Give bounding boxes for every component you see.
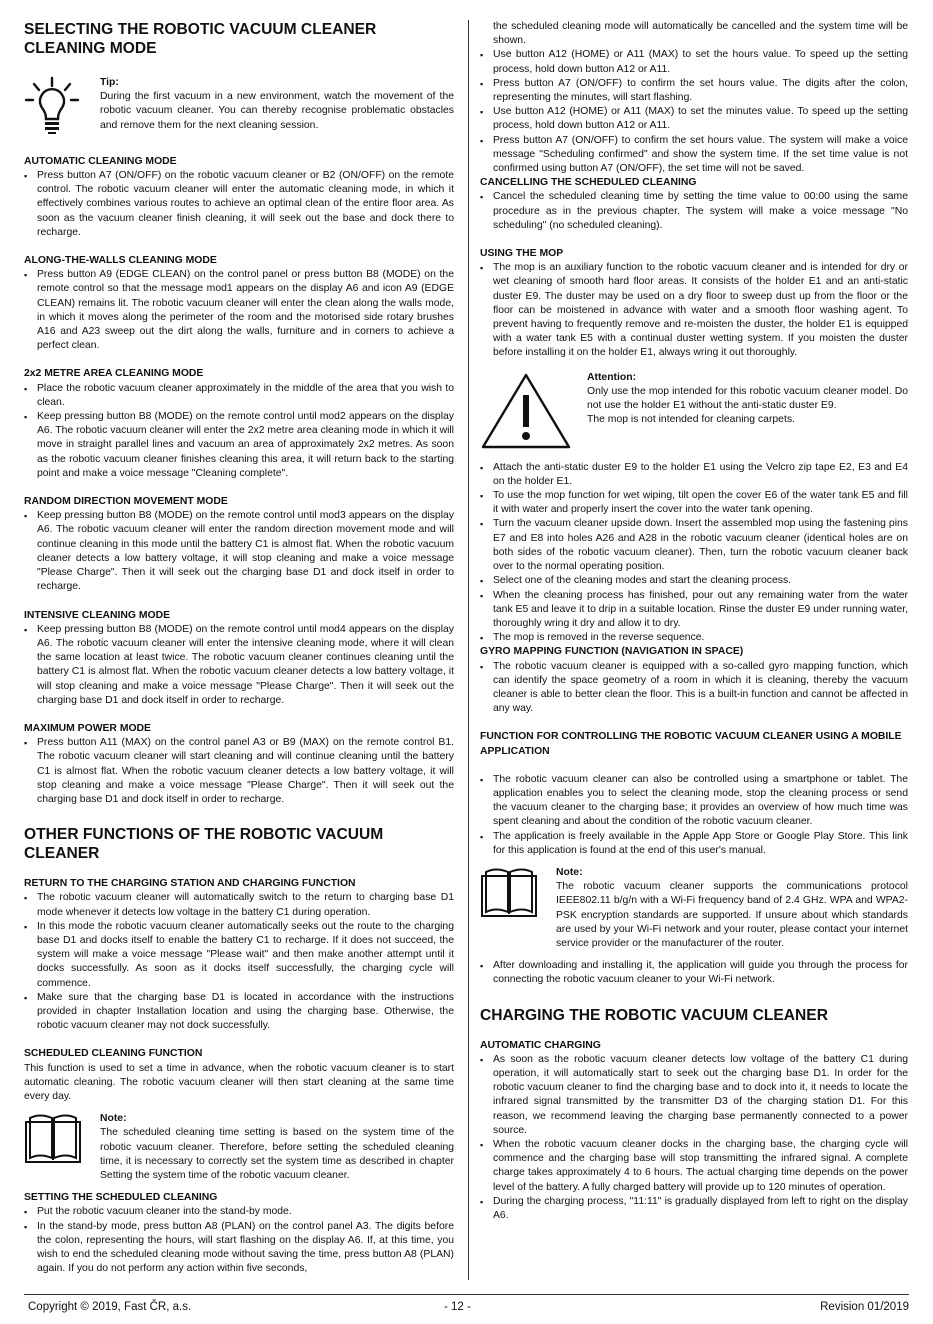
list-item: ▪ The robotic vacuum cleaner can also be controlled using a smartphone or tablet. The application enables you to select the cleaning mode, stop the cleaning process or send the vacuum cleaner to the charging base; it provides an overview of how much time was spent cleaning and about the condition of the robotic vacuum cleaner. [480,773,908,830]
subheading: ALONG-THE-WALLS CLEANING MODE [24,255,217,267]
note-text: The robotic vacuum cleaner supports the communications protocol IEEE802.11 b/g/n with a Wi-Fi frequency band of 2.4 GHz. WPA and WPA2-PSK encryption standards are supported. If unsure about which standards are used by your Wi-Fi network and your router, please contact your internet service provider or the manufacturer of the router. [556,881,908,949]
subheading: SCHEDULED CLEANING FUNCTION [24,1048,203,1060]
section-heading: SELECTING THE ROBOTIC VACUUM CLEANER CLEANING MODE [24,21,377,57]
subheading: GYRO MAPPING FUNCTION (NAVIGATION IN SPACE) [480,646,744,658]
list-item: ▪ Put the robotic vacuum cleaner into the stand-by mode. [24,1205,454,1219]
subheading: USING THE MOP [480,248,564,260]
tip-title: Tip: [100,77,119,88]
bullet-list [480,1053,908,1223]
list-item: ▪ Cancel the scheduled cleaning time by setting the time value to 00:00 using the same procedure as in the previous chapter. The system will make a voice message "No scheduling" (no scheduled cleaning). [480,190,908,233]
list-item: ▪ Select one of the cleaning modes and start the cleaning process. [480,574,908,588]
list-item: ▪ Press button A7 (ON/OFF) on the robotic vacuum cleaner or B2 (ON/OFF) on the remote control. The robotic vacuum cleaner will enter the automatic cleaning mode, in which it effectively combines various routes to achieve an optimal clean of the entire floor area. As soon as the vacuum cleaner finish cleaning, it will seek out the base and dock there to recharge. [24,169,454,240]
right-column [480,20,908,1223]
subheading: AUTOMATIC CHARGING [480,1039,601,1051]
bullet-list [480,461,908,646]
list-item: ▪ The robotic vacuum cleaner will automatically switch to the return to charging base D1 mode whenever it detects low voltage in the battery C1 during operation. [24,891,454,919]
bullet-list [480,261,908,360]
subheading: AUTOMATIC CLEANING MODE [24,155,177,167]
list-item: ▪ Make sure that the charging base D1 is located in accordance with the instructions provided in chapter Installation location and using the charging base. Otherwise, the robotic vacuum cleaner may not dock successfully. [24,991,454,1034]
list-item: ▪ To use the mop function for wet wiping, tilt open the cover E6 of the water tank E5 and fill it with water and properly insert the cover into the water tank opening. [480,489,908,517]
lightbulb-icon [24,76,80,141]
bullet-list [24,891,454,1033]
paragraph: This function is used to set a time in advance, when the robotic vacuum cleaner is to start automatic cleaning. The robotic vacuum cleaner will then start cleaning at the same time every day. [24,1062,454,1102]
paragraph: the scheduled cleaning mode will automatically be cancelled and the system time will be shown. [493,21,908,47]
bullet-list [24,169,454,240]
book-icon [24,1112,82,1169]
list-item: ▪ The mop is removed in the reverse sequence. [480,631,908,645]
attention-box [480,371,908,453]
bullet-list [24,509,454,594]
attention-title: Attention: [587,371,637,383]
list-item: ▪ Place the robotic vacuum cleaner approximately in the middle of the area that you wish to clean. [24,382,454,410]
note-text: The scheduled cleaning time setting is based on the system time of the robotic vacuum cleaner. Therefore, before setting the scheduled cleaning time, it is necessary to correctly set the system time as described in chapter Setting the system time of the robotic vacuum cleaner. [100,1127,454,1181]
list-item: ▪ The application is freely available in the Apple App Store or Google Play Store. This link for this application is found at the end of this user's manual. [480,830,908,858]
bullet-list [480,190,908,233]
subheading: MAXIMUM POWER MODE [24,722,151,734]
list-item: ▪ As soon as the robotic vacuum cleaner detects low voltage of the battery C1 during operation, it will automatically start to seek out the charging base D1. In order for the robotic vacuum cleaner to find the charging base and to dock into it, it needs to locate the infrared signal transmitted by the transmitter D3 of the charging station D1. For this reason, we recommend leaving the charging base permanently connected to a power source. [480,1053,908,1138]
note-box [480,866,908,951]
list-item: ▪ Press button A9 (EDGE CLEAN) on the control panel or press button B8 (MODE) on the remote control so that the message mod1 appears on the display A6 and icon A9 (EDGE CLEAN) remains lit. The robotic vacuum cleaner will enter the clean along the walls mode, in which it moves along the perimeter of the room and the motorised side rotary brushes A16 and A23 sweep out the dirt along the walls, furniture and in corners to achieve a perfect clean. [24,268,454,353]
list-item: ▪ After downloading and installing it, the application will guide you through the process for connecting the robotic vacuum cleaner to your Wi-Fi network. [480,959,908,987]
section-heading: OTHER FUNCTIONS OF THE ROBOTIC VACUUM CLEANER [24,826,384,863]
note-title: Note: [556,866,583,878]
copyright: Copyright © 2019, Fast ČR, a.s. [28,1301,192,1313]
list-item: ▪ When the cleaning process has finished, pour out any remaining water from the water tank E5 and leave it to drip in a suitable location. Rinse the duster E9 under running water, thoroughly wring it dry and allow it to dry. [480,589,908,632]
list-item: ▪ Attach the anti-static duster E9 to the holder E1 using the Velcro zip tape E2, E3 and E4 on the holder E1. [480,461,908,489]
list-item: ▪ Keep pressing button B8 (MODE) on the remote control until mod3 appears on the display A6. The robotic vacuum cleaner will enter the random direction movement mode and will continue cleaning in this mode until the battery C1 is almost flat. When the robotic vacuum cleaner detects a low battery voltage, it will stop cleaning and make a voice message "Please Charge". Then it will seek out the charging base D1 and dock itself in order to recharge. [24,509,454,594]
revision: Revision 01/2019 [820,1301,909,1313]
note-box [24,1112,454,1183]
bullet-list [480,773,908,858]
bullet-list [24,623,454,708]
page-number: - 12 - [444,1301,471,1313]
list-item: ▪ The mop is an auxiliary function to the robotic vacuum cleaner and is intended for dry or wet cleaning of smooth hard floor areas. It consists of the holder E1 and an anti-static duster E9. The duster may be used on a dry floor to sweep dust up from the floor or the floor can be moistened in advance with water and a smooth floor washing agent. To prevent having to frequently remove and re-moisten the duster, the holder E1 is equipped with a water tank E5 with a continual duster wetting system. If you moisten the duster before installing it on the holder E1, always wring it out thoroughly. [480,261,908,360]
subheading: FUNCTION FOR CONTROLLING THE ROBOTIC VACUUM CLEANER USING A MOBILE APPLICATION [480,731,902,757]
bullet-list [24,382,454,481]
list-item: ▪ Use button A12 (HOME) or A11 (MAX) to set the minutes value. To speed up the setting process, hold down button A12 or A11. [480,105,908,133]
list-item: ▪ In the stand-by mode, press button A8 (PLAN) on the control panel A3. The digits before the colon, representing the hours, will start flashing on the display A6. If, at this time, you wish to end the scheduled cleaning mode without saving the time, press button A8 (PLAN) again. If you do not perform any action within five seconds, [24,1220,454,1277]
page-footer [24,1294,909,1313]
list-item: ▪ Use button A12 (HOME) or A11 (MAX) to set the hours value. To speed up the setting process, hold down button A12 or A11. [480,48,908,76]
list-item: ▪ The robotic vacuum cleaner is equipped with a so-called gyro mapping function, which can identify the space geometry of a room in which it is cleaning, thereby the vacuum cleaner is able to better clean the floor. This is a built-in function and cannot be affected in any way. [480,660,908,717]
left-column [24,20,454,1276]
bullet-list [480,48,908,176]
note-title: Note: [100,1113,127,1125]
subheading: CANCELLING THE SCHEDULED CLEANING [480,177,697,189]
list-item: ▪ In this mode the robotic vacuum cleaner automatically seeks out the route to the charging base D1 and docks itself to enable the battery C1 to recharge. If it does not succeed, the system will make a voice message "Please wait" and then make another attempt until it docks successfully. As soon as it docks itself successfully, the charging cycle will commence. [24,920,454,991]
column-divider [468,20,469,1280]
subheading: RETURN TO THE CHARGING STATION AND CHARGING FUNCTION [24,878,356,890]
subheading: RANDOM DIRECTION MOVEMENT MODE [24,496,228,508]
list-item: ▪ Press button A11 (MAX) on the control panel A3 or B9 (MAX) on the remote control B1. The robotic vacuum cleaner will start cleaning and will continue cleaning until the battery C1 is almost flat. When the robotic vacuum cleaner detects a low battery voltage, it will stop cleaning and make a voice message "Please Charge". Then it will seek out the charging base D1 and dock itself in order to recharge. [24,736,454,807]
bullet-list [480,660,908,717]
attention-text: Only use the mop intended for this robotic vacuum cleaner model. Do not use the holder E1 without the anti-static duster E9. [587,385,908,412]
bullet-list [24,736,454,807]
tip-box [24,76,454,133]
section-heading: CHARGING THE ROBOTIC VACUUM CLEANER [480,1006,828,1024]
subheading: 2x2 METRE AREA CLEANING MODE [24,368,204,380]
list-item: ▪ When the robotic vacuum cleaner docks in the charging base, the charging cycle will commence and the charging base will stop transmitting the infrared signal. A complete charge takes approximately 4 to 6 hours. The actual charging time depends on the power level of the battery. A fully charged battery will provide up to 120 minutes of operation. [480,1138,908,1195]
bullet-list [24,1205,454,1276]
tip-text: During the first vacuum in a new environment, watch the movement of the robotic vacuum cleaner. You can thereby recognise problematic obstacles and remove them for the next cleaning session. [100,91,454,131]
warning-icon [480,371,572,456]
subheading: SETTING THE SCHEDULED CLEANING [24,1192,218,1204]
subheading: INTENSIVE CLEANING MODE [24,609,171,621]
list-item: ▪ Turn the vacuum cleaner upside down. Insert the assembled mop using the fastening pins E7 and E8 into holes A26 and A28 in the robotic vacuum cleaner (identical holes are on both sides of the robotic vacuum cleaner). Then, turn the robotic vacuum cleaner back over to the normal operating position. [480,517,908,574]
bullet-list [24,268,454,353]
list-item: ▪ Press button A7 (ON/OFF) to confirm the set hours value. The digits after the colon, representing the minutes, will start flashing. [480,77,908,105]
bullet-list [480,959,908,987]
list-item: ▪ During the charging process, "11:11" is gradually displayed from left to right on the display A6. [480,1195,908,1223]
list-item: ▪ Keep pressing button B8 (MODE) on the remote control until mod2 appears on the display A6. The robotic vacuum cleaner will enter the 2x2 metre area cleaning mode in which it will move in straight parallel lines and vacuum an area of approximately 2x2 metres. As soon as the robotic vacuum cleaner finishes cleaning this area, it will return back to the starting point and make a voice message "Cleaning complete". [24,410,454,481]
list-item: ▪ Press button A7 (ON/OFF) to confirm the set hours value. The system will make a voice message "Scheduling confirmed" and show the system time. If the set time value is not confirmed using button A7 (ON/OFF), the set time will not be saved. [480,134,908,177]
list-item: ▪ Keep pressing button B8 (MODE) on the remote control until mod4 appears on the display A6. The robotic vacuum cleaner will enter the intensive cleaning mode, where it will clean the same location at least twice. The robotic vacuum cleaner continues cleaning until the battery C1 is almost flat. When the robotic vacuum cleaner detects a low battery voltage, it will stop cleaning and make a voice message "Please Charge". Then it will seek out the charging base D1 and dock itself in order to recharge. [24,623,454,708]
attention-text: The mop is not intended for cleaning carpets. [587,414,795,426]
book-icon [480,866,538,923]
